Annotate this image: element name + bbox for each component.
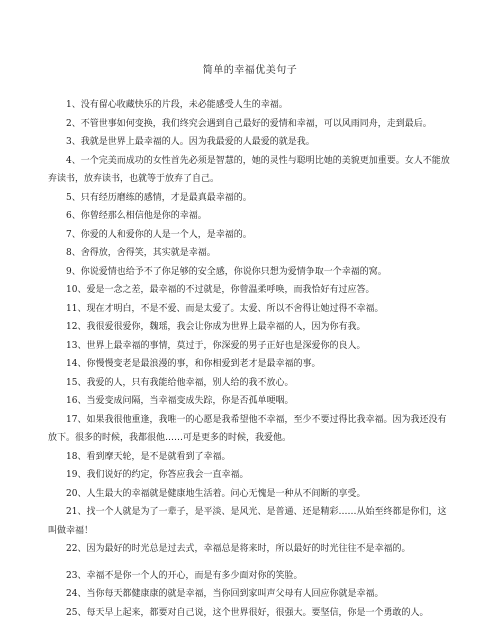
sentence-list bbox=[48, 96, 452, 622]
list-item: 13、世界上最幸福的事情，莫过于，你深爱的男子正好也是深爱你的良人。 bbox=[48, 337, 452, 356]
list-item: 6、你曾经那么相信他是你的幸福。 bbox=[48, 207, 452, 226]
list-item: 11、现在才明白，不是不爱、而是太爱了。太爱、所以不舍得让她过得不幸福。 bbox=[48, 300, 452, 319]
list-item: 21、找一个人就是为了一辈子，是平淡、是风光、是普通、还是精彩……从始至终都是你们，这叫做幸福！ bbox=[48, 503, 452, 540]
list-item: 9、你说爱情也给予不了你足够的安全感，你说你只想为爱情争取一个幸福的窝。 bbox=[48, 263, 452, 282]
list-item: 15、我爱的人，只有我能给他幸福，别人给的我不放心。 bbox=[48, 374, 452, 393]
list-item: 2、不管世事如何变换，我们终究会遇到自己最好的爱情和幸福，可以风雨同舟，走到最后。 bbox=[48, 115, 452, 134]
list-item: 7、你爱的人和爱你的人是一个人，是幸福的。 bbox=[48, 226, 452, 245]
list-item: 18、看到摩天轮，是不是就看到了幸福。 bbox=[48, 448, 452, 467]
list-item: 1、没有留心收藏快乐的片段，未必能感受人生的幸福。 bbox=[48, 96, 452, 115]
list-item: 19、我们说好的约定，你答应我会一直幸福。 bbox=[48, 466, 452, 485]
list-item: 4、一个完美而成功的女性首先必须是智慧的，她的灵性与聪明比她的美貌更加重要。女人不能放弃读书，放弃读书，也就等于放弃了自己。 bbox=[48, 152, 452, 189]
list-item: 23、幸福不是你一个人的开心，而是有多少面对你的笑脸。 bbox=[48, 567, 452, 586]
list-item: 3、我就是世界上最幸福的人。因为我最爱的人最爱的就是我。 bbox=[48, 133, 452, 152]
document-title: 简单的幸福优美句子 bbox=[48, 64, 452, 78]
list-item: 24、当你每天都健康康的就是幸福，当你回到家叫声父母有人回应你就是幸福。 bbox=[48, 585, 452, 604]
list-item: 25、每天早上起来，都要对自己说，这个世界很好，很强大。要坚信，你是一个勇敢的人。 bbox=[48, 604, 452, 622]
list-item: 16、当爱变成问隔，当幸福变成失踪，你是否孤单哽咽。 bbox=[48, 392, 452, 411]
list-item: 20、人生最大的幸福就是健康地生活着。问心无愧是一种从不间断的享受。 bbox=[48, 485, 452, 504]
list-item: 5、只有经历磨练的感情，才是最真最幸福的。 bbox=[48, 189, 452, 208]
list-item: 14、你慢慢变老是最浪漫的事，和你相爱到老才是最幸福的事。 bbox=[48, 355, 452, 374]
list-item: 22、因为最好的时光总是过去式，幸福总是将来时，所以最好的时光往往不是幸福的。 bbox=[48, 540, 452, 559]
list-item: 10、爱是一念之差，最幸福的不过就是，你曾温柔呼唤，而我恰好有过应答。 bbox=[48, 281, 452, 300]
list-item: 17、如果我很他重逢，我唯一的心愿是我希望他不幸福，至少不要过得比我幸福。因为我还没有放下。很多的时候，我都很他……可是更多的时候，我爱他。 bbox=[48, 411, 452, 448]
list-item: 12、我很爱很爱你，魏瑶，我会让你成为世界上最幸福的人，因为你有我。 bbox=[48, 318, 452, 337]
list-item: 8、舍得放，舍得笑，其实就是幸福。 bbox=[48, 244, 452, 263]
